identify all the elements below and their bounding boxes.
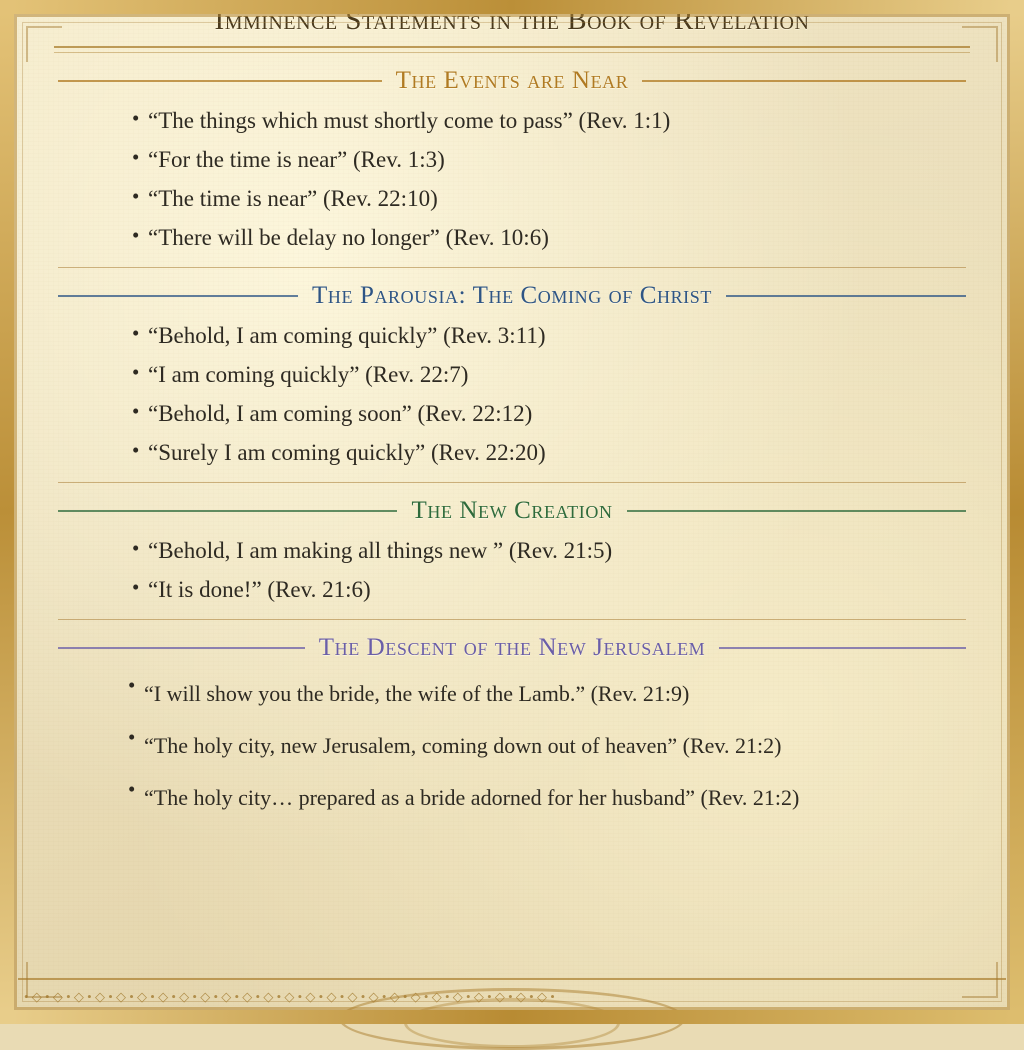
list-item: • “I am coming quickly” (Rev. 22:7) [132, 355, 966, 394]
list-item: • “Behold, I am making all things new ” (Rev. 21:5) [132, 531, 966, 570]
page-title: Imminence Statements in the Book of Revelation [214, 4, 810, 36]
heading-rule-left [58, 510, 397, 512]
section-divider [58, 619, 966, 620]
section-descent-of-new-jerusalem [40, 634, 984, 824]
list-item: • “For the time is near” (Rev. 1:3) [132, 140, 966, 179]
list-item: • “The time is near” (Rev. 22:10) [132, 179, 966, 218]
list-item: • “The holy city… prepared as a bride adorned for her husband” (Rev. 21:2) [128, 772, 966, 824]
list-item: • “It is done!” (Rev. 21:6) [132, 570, 966, 609]
section-divider [58, 267, 966, 268]
footer-ornament [24, 986, 1000, 1008]
list-item: • “The holy city, new Jerusalem, coming down out of heaven” (Rev. 21:2) [128, 720, 966, 772]
list-item: • “Surely I am coming quickly” (Rev. 22:20) [132, 433, 966, 472]
title-divider [54, 46, 970, 53]
heading-rule-left [58, 295, 298, 297]
poster-content [40, 0, 984, 1024]
list-parousia [40, 316, 984, 472]
list-events [40, 101, 984, 257]
list-item: • “Behold, I am coming quickly” (Rev. 3:11) [132, 316, 966, 355]
heading-rule-right [642, 80, 966, 82]
section-title-descent: The Descent of the New Jerusalem [318, 634, 706, 661]
section-title-parousia: The Parousia: The Coming of Christ [312, 282, 712, 309]
section-heading-row [40, 67, 984, 95]
list-item: • “Behold, I am coming soon” (Rev. 22:12) [132, 394, 966, 433]
heading-rule-right [719, 647, 966, 649]
section-heading-row [40, 282, 984, 310]
section-heading-row [40, 497, 984, 525]
section-divider [58, 482, 966, 483]
section-events-are-near [40, 67, 984, 268]
footer-ornament-text: • ◇ • ◇ • ◇ • ◇ • ◇ • ◇ • ◇ • ◇ • ◇ • ◇ • ◇ • ◇ • ◇ • ◇ • ◇ • ◇ • ◇ • ◇ • ◇ • ◇ • ◇ • ◇ • ◇ • ◇ • ◇ • [24, 989, 555, 1004]
section-heading-row [40, 634, 984, 662]
heading-rule-right [726, 295, 966, 297]
section-the-parousia [40, 282, 984, 483]
list-item: • “The things which must shortly come to pass” (Rev. 1:1) [132, 101, 966, 140]
section-title-new-creation: The New Creation [411, 497, 613, 524]
list-item: • “I will show you the bride, the wife of the Lamb.” (Rev. 21:9) [128, 668, 966, 720]
heading-rule-left [58, 80, 382, 82]
heading-rule-right [627, 510, 966, 512]
section-the-new-creation [40, 497, 984, 620]
footer-divider [18, 978, 1006, 980]
list-descent [40, 668, 984, 824]
list-new-creation [40, 531, 984, 609]
list-item: • “There will be delay no longer” (Rev. 10:6) [132, 218, 966, 257]
heading-rule-left [58, 647, 305, 649]
section-title-events: The Events are Near [395, 67, 629, 94]
